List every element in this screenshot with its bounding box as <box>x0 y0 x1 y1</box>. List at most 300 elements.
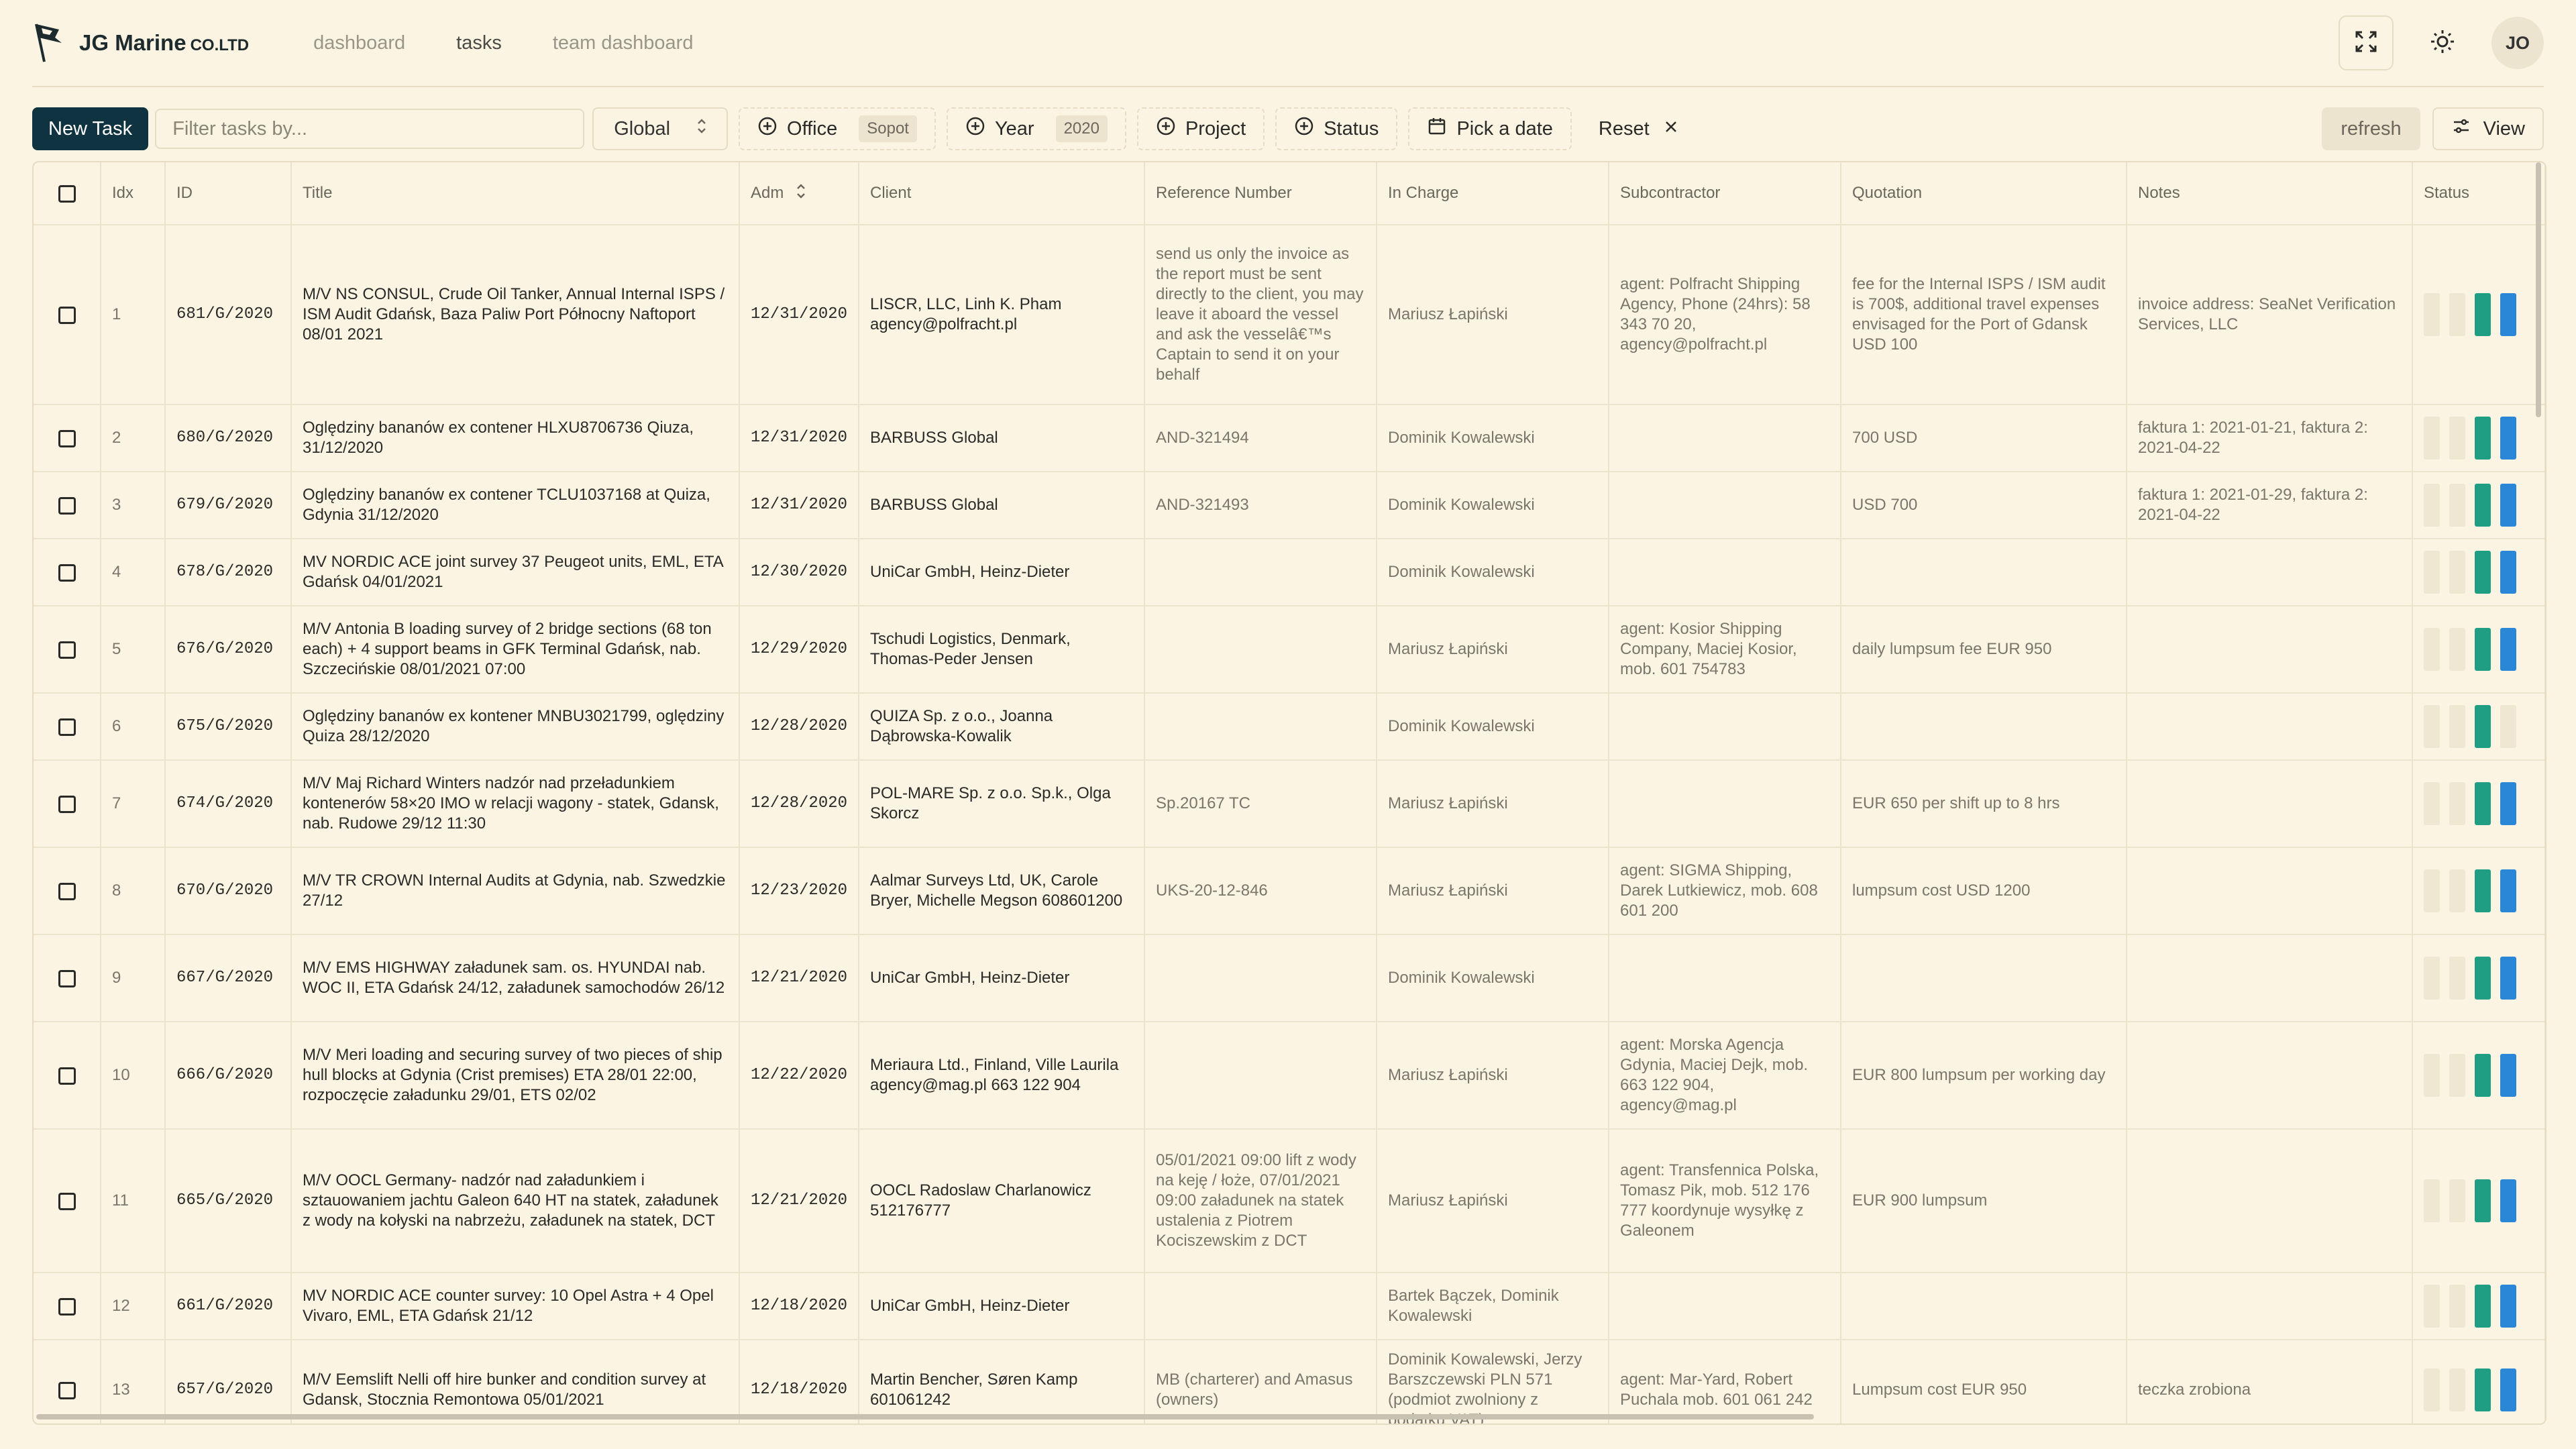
view-label: View <box>2483 117 2525 140</box>
row-id: 670/G/2020 <box>165 847 291 934</box>
row-quotation: USD 700 <box>1841 472 2127 539</box>
row-subcontractor <box>1609 760 1841 847</box>
fullscreen-button[interactable] <box>2339 15 2394 70</box>
row-select-checkbox[interactable] <box>58 307 76 324</box>
row-title: MV NORDIC ACE joint survey 37 Peugeot units, EML, ETA Gdańsk 04/01/2021 <box>291 539 739 606</box>
reset-filters-button[interactable] <box>1582 109 1695 149</box>
status-indicator[interactable] <box>2424 782 2534 825</box>
row-reference: 05/01/2021 09:00 lift z wody na keję / łoże, 07/01/2021 09:00 załadunek na statek ustalenia z Piotrem Kociszewskim z DCT <box>1144 1129 1377 1273</box>
row-reference: AND-321494 <box>1144 405 1377 472</box>
row-select-cell <box>34 606 101 693</box>
status-indicator[interactable] <box>2424 417 2534 460</box>
status-step-3 <box>2475 1368 2491 1411</box>
row-idx: 2 <box>101 405 165 472</box>
row-in-charge: Mariusz Łapiński <box>1377 760 1609 847</box>
brand[interactable] <box>32 20 249 66</box>
status-step-3 <box>2475 628 2491 671</box>
row-idx: 4 <box>101 539 165 606</box>
expand-icon <box>2354 30 2378 57</box>
row-adm: 12/18/2020 <box>739 1340 859 1425</box>
status-indicator[interactable] <box>2424 1285 2534 1328</box>
task-toolbar <box>32 107 2544 150</box>
main-nav <box>313 32 693 54</box>
user-avatar[interactable]: JO <box>2491 17 2544 69</box>
status-step-1 <box>2424 293 2440 336</box>
row-reference: AND-321493 <box>1144 472 1377 539</box>
status-indicator[interactable] <box>2424 1368 2534 1411</box>
row-select-cell <box>34 1273 101 1340</box>
row-client: Martin Bencher, Søren Kamp 601061242 <box>859 1340 1144 1425</box>
row-select-checkbox[interactable] <box>58 1067 76 1085</box>
flag-logo-icon <box>32 20 64 66</box>
date-picker-label: Pick a date <box>1456 117 1553 140</box>
row-client: Meriaura Ltd., Finland, Ville Laurila agency@mag.pl 663 122 904 <box>859 1022 1144 1129</box>
row-id: 667/G/2020 <box>165 934 291 1022</box>
vertical-scrollbar[interactable] <box>2536 162 2541 417</box>
row-quotation: lumpsum cost USD 1200 <box>1841 847 2127 934</box>
row-notes <box>2127 539 2412 606</box>
table-row[interactable] <box>34 405 2545 472</box>
year-filter-label: Year <box>994 117 1034 140</box>
table-header-row <box>34 162 2545 225</box>
table-row[interactable] <box>34 1273 2545 1340</box>
status-step-2 <box>2449 551 2465 594</box>
project-filter-button[interactable] <box>1137 107 1265 150</box>
row-select-cell <box>34 1022 101 1129</box>
status-step-3 <box>2475 705 2491 748</box>
row-idx: 10 <box>101 1022 165 1129</box>
filter-tasks-input[interactable] <box>155 109 584 149</box>
row-idx: 12 <box>101 1273 165 1340</box>
row-title: M/V Eemslift Nelli off hire bunker and condition survey at Gdansk, Stocznia Remontowa 05/01/2021 <box>291 1340 739 1425</box>
row-in-charge: Dominik Kowalewski, Jerzy Barszczewski PLN 571 (podmiot zwolniony z <box>1377 1340 1609 1425</box>
row-subcontractor: agent: SIGMA Shipping, Darek Lutkiewicz, mob. 608 601 200 <box>1609 847 1841 934</box>
select-all-cell <box>34 162 101 225</box>
table-row[interactable] <box>34 539 2545 606</box>
col-status[interactable]: Status <box>2412 162 2545 225</box>
table-row[interactable] <box>34 1022 2545 1129</box>
status-step-4 <box>2500 628 2516 671</box>
row-select-cell <box>34 693 101 760</box>
row-status <box>2412 693 2545 760</box>
status-step-3 <box>2475 293 2491 336</box>
col-id[interactable]: ID <box>165 162 291 225</box>
status-step-2 <box>2449 293 2465 336</box>
row-idx: 9 <box>101 934 165 1022</box>
row-select-checkbox[interactable] <box>58 564 76 582</box>
row-reference: Sp.20167 TC <box>1144 760 1377 847</box>
table-row[interactable] <box>34 606 2545 693</box>
top-header <box>32 0 2544 87</box>
status-indicator[interactable] <box>2424 1179 2534 1222</box>
row-select-cell <box>34 405 101 472</box>
row-reference <box>1144 539 1377 606</box>
nav-tasks[interactable]: tasks <box>456 32 502 54</box>
sliders-icon <box>2451 116 2471 142</box>
row-notes: faktura 1: 2021-01-29, faktura 2: 2021-04-22 <box>2127 472 2412 539</box>
status-step-3 <box>2475 1054 2491 1097</box>
status-step-3 <box>2475 1179 2491 1222</box>
row-notes <box>2127 1129 2412 1273</box>
table-row[interactable] <box>34 934 2545 1022</box>
status-indicator[interactable] <box>2424 705 2534 748</box>
status-step-4 <box>2500 484 2516 527</box>
col-title[interactable]: Title <box>291 162 739 225</box>
plus-circle-icon <box>1294 116 1314 142</box>
row-idx: 7 <box>101 760 165 847</box>
row-title: M/V TR CROWN Internal Audits at Gdynia, nab. Szwedzkie 27/12 <box>291 847 739 934</box>
status-step-3 <box>2475 1285 2491 1328</box>
brand-suffix: CO.LTD <box>190 36 250 54</box>
row-reference <box>1144 1022 1377 1129</box>
row-adm: 12/28/2020 <box>739 693 859 760</box>
col-adm-label: Adm <box>751 183 784 202</box>
row-title: M/V OOCL Germany- nadzór nad załadunkiem i sztauowaniem jachtu Galeon 640 HT na statek, załadunek z wody na kołyski na nabrzeżu, załadunek na statek, DCT <box>291 1129 739 1273</box>
row-status <box>2412 1129 2545 1273</box>
row-subcontractor <box>1609 1273 1841 1340</box>
row-reference <box>1144 606 1377 693</box>
status-indicator[interactable] <box>2424 957 2534 1000</box>
project-filter-label: Project <box>1185 117 1246 140</box>
row-status <box>2412 225 2545 405</box>
row-select-checkbox[interactable] <box>58 883 76 900</box>
row-subcontractor: agent: Mar-Yard, Robert Puchala mob. 601 061 242 <box>1609 1340 1841 1425</box>
row-id: 657/G/2020 <box>165 1340 291 1425</box>
brand-name <box>79 30 249 56</box>
row-notes <box>2127 1022 2412 1129</box>
row-client: OOCL Radoslaw Charlanowicz 512176777 <box>859 1129 1144 1273</box>
row-status <box>2412 539 2545 606</box>
row-quotation <box>1841 934 2127 1022</box>
row-reference <box>1144 1273 1377 1340</box>
row-title: M/V Meri loading and securing survey of two pieces of ship hull blocks at Gdynia (Crist premises) ETA 28/01 22:00, rozpoczęcie załadunku 29/01, ETS 02/02 <box>291 1022 739 1129</box>
col-reference[interactable]: Reference Number <box>1144 162 1377 225</box>
row-id: 680/G/2020 <box>165 405 291 472</box>
row-client: BARBUSS Global <box>859 472 1144 539</box>
row-status <box>2412 934 2545 1022</box>
status-step-4 <box>2500 1285 2516 1328</box>
row-id: 678/G/2020 <box>165 539 291 606</box>
status-step-1 <box>2424 957 2440 1000</box>
row-status <box>2412 760 2545 847</box>
row-in-charge: Dominik Kowalewski <box>1377 472 1609 539</box>
row-select-checkbox[interactable] <box>58 1382 76 1399</box>
status-step-2 <box>2449 628 2465 671</box>
row-idx: 3 <box>101 472 165 539</box>
row-reference: MB (charterer) and Amasus (owners) <box>1144 1340 1377 1425</box>
row-quotation: 700 USD <box>1841 405 2127 472</box>
table-row[interactable] <box>34 1129 2545 1273</box>
new-task-button[interactable]: New Task <box>32 107 148 150</box>
status-filter-label: Status <box>1324 117 1379 140</box>
status-step-1 <box>2424 1179 2440 1222</box>
row-in-charge: Dominik Kowalewski <box>1377 405 1609 472</box>
row-in-charge: Bartek Bączek, Dominik Kowalewski <box>1377 1273 1609 1340</box>
office-filter-label: Office <box>787 117 838 140</box>
row-client: UniCar GmbH, Heinz-Dieter <box>859 539 1144 606</box>
status-step-1 <box>2424 417 2440 460</box>
plus-circle-icon <box>965 116 985 142</box>
row-select-cell <box>34 760 101 847</box>
row-subcontractor <box>1609 472 1841 539</box>
col-adm[interactable] <box>739 162 859 225</box>
status-step-2 <box>2449 417 2465 460</box>
status-step-2 <box>2449 705 2465 748</box>
sort-icon <box>796 182 806 205</box>
status-step-1 <box>2424 1368 2440 1411</box>
row-adm: 12/31/2020 <box>739 472 859 539</box>
row-title: M/V NS CONSUL, Crude Oil Tanker, Annual Internal ISPS / ISM Audit Gdańsk, Baza Paliw Port Północny Naftoport 08/01 2021 <box>291 225 739 405</box>
status-step-3 <box>2475 484 2491 527</box>
row-subcontractor <box>1609 693 1841 760</box>
nav-dashboard[interactable]: dashboard <box>313 32 406 54</box>
row-select-checkbox[interactable] <box>58 796 76 813</box>
year-filter-badge: 2020 <box>1056 115 1108 142</box>
row-quotation: EUR 800 lumpsum per working day <box>1841 1022 2127 1129</box>
row-client: QUIZA Sp. z o.o., Joanna Dąbrowska-Kowalik <box>859 693 1144 760</box>
row-select-cell <box>34 1340 101 1425</box>
row-subcontractor: agent: Polfracht Shipping Agency, Phone (24hrs): 58 343 70 20, agency@polfracht.pl <box>1609 225 1841 405</box>
row-adm: 12/29/2020 <box>739 606 859 693</box>
status-step-1 <box>2424 1054 2440 1097</box>
row-in-charge: Mariusz Łapiński <box>1377 225 1609 405</box>
row-idx: 8 <box>101 847 165 934</box>
row-subcontractor <box>1609 539 1841 606</box>
row-in-charge: Mariusz Łapiński <box>1377 606 1609 693</box>
row-status <box>2412 1273 2545 1340</box>
row-idx: 13 <box>101 1340 165 1425</box>
plus-circle-icon <box>757 116 777 142</box>
row-in-charge: Mariusz Łapiński <box>1377 1022 1609 1129</box>
row-in-charge: Dominik Kowalewski <box>1377 539 1609 606</box>
row-title: Oględziny bananów ex contener HLXU8706736 Qiuza, 31/12/2020 <box>291 405 739 472</box>
sun-icon <box>2429 28 2456 58</box>
tasks-table-container[interactable] <box>32 161 2546 1425</box>
row-status <box>2412 472 2545 539</box>
tasks-table <box>34 162 2546 1425</box>
row-client: Aalmar Surveys Ltd, UK, Carole Bryer, Michelle Megson 608601200 <box>859 847 1144 934</box>
theme-toggle-button[interactable] <box>2416 17 2469 69</box>
row-select-checkbox[interactable] <box>58 718 76 736</box>
row-id: 674/G/2020 <box>165 760 291 847</box>
status-step-3 <box>2475 869 2491 912</box>
office-filter-badge: Sopot <box>859 115 917 142</box>
row-subcontractor: agent: Kosior Shipping Company, Maciej Kosior, mob. 601 754783 <box>1609 606 1841 693</box>
row-id: 676/G/2020 <box>165 606 291 693</box>
status-indicator[interactable] <box>2424 628 2534 671</box>
header-actions <box>2339 15 2544 70</box>
plus-circle-icon <box>1156 116 1176 142</box>
status-indicator[interactable] <box>2424 551 2534 594</box>
row-status <box>2412 1022 2545 1129</box>
row-id: 665/G/2020 <box>165 1129 291 1273</box>
row-select-checkbox[interactable] <box>58 1298 76 1316</box>
horizontal-scrollbar[interactable] <box>36 1414 1814 1419</box>
status-step-2 <box>2449 1285 2465 1328</box>
status-step-4 <box>2500 1368 2516 1411</box>
row-in-charge: Mariusz Łapiński <box>1377 847 1609 934</box>
view-options-button[interactable] <box>2432 107 2544 150</box>
row-quotation: EUR 900 lumpsum <box>1841 1129 2127 1273</box>
table-row[interactable] <box>34 760 2545 847</box>
col-subcontractor[interactable]: Subcontractor <box>1609 162 1841 225</box>
row-reference: UKS-20-12-846 <box>1144 847 1377 934</box>
row-adm: 12/31/2020 <box>739 225 859 405</box>
row-id: 661/G/2020 <box>165 1273 291 1340</box>
row-adm: 12/30/2020 <box>739 539 859 606</box>
status-step-4 <box>2500 417 2516 460</box>
table-row[interactable] <box>34 847 2545 934</box>
status-step-2 <box>2449 782 2465 825</box>
row-in-charge: Dominik Kowalewski <box>1377 693 1609 760</box>
status-filter-button[interactable] <box>1275 107 1397 150</box>
row-adm: 12/23/2020 <box>739 847 859 934</box>
col-notes[interactable]: Notes <box>2127 162 2412 225</box>
status-step-4 <box>2500 869 2516 912</box>
row-notes <box>2127 847 2412 934</box>
row-client: LISCR, LLC, Linh K. Pham agency@polfracht.pl <box>859 225 1144 405</box>
status-indicator[interactable] <box>2424 1054 2534 1097</box>
scope-select-value: Global <box>614 117 671 140</box>
table-row[interactable] <box>34 1340 2545 1425</box>
row-quotation <box>1841 539 2127 606</box>
status-step-2 <box>2449 957 2465 1000</box>
status-step-3 <box>2475 782 2491 825</box>
status-step-1 <box>2424 551 2440 594</box>
row-client: UniCar GmbH, Heinz-Dieter <box>859 934 1144 1022</box>
year-filter-button[interactable] <box>947 107 1126 150</box>
row-adm: 12/28/2020 <box>739 760 859 847</box>
select-all-checkbox[interactable] <box>58 185 76 203</box>
row-in-charge: Mariusz Łapiński <box>1377 1129 1609 1273</box>
reset-label: Reset <box>1598 117 1650 140</box>
row-reference <box>1144 934 1377 1022</box>
row-select-checkbox[interactable] <box>58 641 76 659</box>
col-quotation[interactable]: Quotation <box>1841 162 2127 225</box>
status-step-1 <box>2424 869 2440 912</box>
row-select-cell <box>34 847 101 934</box>
status-step-4 <box>2500 293 2516 336</box>
toolbar-right <box>2322 107 2544 150</box>
col-idx[interactable]: Idx <box>101 162 165 225</box>
row-select-checkbox[interactable] <box>58 970 76 987</box>
status-step-1 <box>2424 484 2440 527</box>
row-notes <box>2127 693 2412 760</box>
row-select-cell <box>34 539 101 606</box>
row-select-checkbox[interactable] <box>58 430 76 447</box>
row-reference <box>1144 693 1377 760</box>
row-title: M/V Antonia B loading survey of 2 bridge sections (68 ton each) + 4 support beams in GFK Terminal Gdańsk, nab. Szczecińskie 08/01/2021 07:00 <box>291 606 739 693</box>
row-notes <box>2127 760 2412 847</box>
row-quotation: daily lumpsum fee EUR 950 <box>1841 606 2127 693</box>
nav-team-dashboard[interactable]: team dashboard <box>552 32 694 54</box>
row-quotation <box>1841 693 2127 760</box>
scope-select[interactable] <box>592 107 728 150</box>
row-select-cell <box>34 934 101 1022</box>
row-adm: 12/18/2020 <box>739 1273 859 1340</box>
status-step-4 <box>2500 1179 2516 1222</box>
row-notes <box>2127 606 2412 693</box>
row-quotation <box>1841 1273 2127 1340</box>
row-subcontractor: agent: Transfennica Polska, Tomasz Pik, mob. 512 176 777 koordynuje wysyłkę z Galeonem <box>1609 1129 1841 1273</box>
row-status <box>2412 847 2545 934</box>
refresh-button[interactable]: refresh <box>2322 107 2420 150</box>
chevron-up-down-icon <box>696 117 708 141</box>
office-filter-button[interactable] <box>739 107 936 150</box>
row-reference: send us only the invoice as the report must be sent directly to the client, you may leave it aboard the vessel and ask the vesselâ€™s Captain to send it on your behalf <box>1144 225 1377 405</box>
close-icon <box>1663 118 1679 140</box>
row-client: BARBUSS Global <box>859 405 1144 472</box>
row-title: MV NORDIC ACE counter survey: 10 Opel Astra + 4 Opel Vivaro, EML, ETA Gdańsk 21/12 <box>291 1273 739 1340</box>
row-client: Tschudi Logistics, Denmark, Thomas-Peder Jensen <box>859 606 1144 693</box>
row-adm: 12/22/2020 <box>739 1022 859 1129</box>
status-step-2 <box>2449 1179 2465 1222</box>
calendar-icon <box>1427 116 1447 142</box>
status-step-4 <box>2500 782 2516 825</box>
row-client: UniCar GmbH, Heinz-Dieter <box>859 1273 1144 1340</box>
row-notes: invoice address: SeaNet Verification Services, LLC <box>2127 225 2412 405</box>
status-step-1 <box>2424 782 2440 825</box>
row-in-charge: Dominik Kowalewski <box>1377 934 1609 1022</box>
status-step-1 <box>2424 1285 2440 1328</box>
row-id: 675/G/2020 <box>165 693 291 760</box>
row-subcontractor <box>1609 405 1841 472</box>
row-id: 666/G/2020 <box>165 1022 291 1129</box>
status-step-3 <box>2475 417 2491 460</box>
col-client[interactable]: Client <box>859 162 1144 225</box>
status-step-3 <box>2475 551 2491 594</box>
row-notes <box>2127 1273 2412 1340</box>
table-row[interactable] <box>34 693 2545 760</box>
row-title: Oględziny bananów ex kontener MNBU3021799, oględziny Quiza 28/12/2020 <box>291 693 739 760</box>
row-select-checkbox[interactable] <box>58 497 76 515</box>
row-select-cell <box>34 225 101 405</box>
row-quotation: EUR 650 per shift up to 8 hrs <box>1841 760 2127 847</box>
row-id: 681/G/2020 <box>165 225 291 405</box>
row-adm: 12/21/2020 <box>739 1129 859 1273</box>
table-row[interactable] <box>34 472 2545 539</box>
status-step-3 <box>2475 957 2491 1000</box>
row-select-checkbox[interactable] <box>58 1193 76 1210</box>
row-title: M/V EMS HIGHWAY załadunek sam. os. HYUNDAI nab. WOC II, ETA Gdańsk 24/12, załadunek samochodów 26/12 <box>291 934 739 1022</box>
row-adm: 12/21/2020 <box>739 934 859 1022</box>
tasks-table-body <box>34 225 2545 1425</box>
row-subcontractor <box>1609 934 1841 1022</box>
row-adm: 12/31/2020 <box>739 405 859 472</box>
status-step-2 <box>2449 869 2465 912</box>
date-picker-button[interactable] <box>1408 107 1571 150</box>
status-step-4 <box>2500 1054 2516 1097</box>
row-id: 679/G/2020 <box>165 472 291 539</box>
status-indicator[interactable] <box>2424 869 2534 912</box>
status-step-1 <box>2424 705 2440 748</box>
row-status <box>2412 1340 2545 1425</box>
brand-main: JG Marine <box>79 30 186 55</box>
row-quotation: fee for the Internal ISPS / ISM audit is 700$, additional travel expenses envisaged for the Port of Gdansk USD 100 <box>1841 225 2127 405</box>
status-indicator[interactable] <box>2424 293 2534 336</box>
row-select-cell <box>34 472 101 539</box>
row-notes <box>2127 934 2412 1022</box>
table-row[interactable] <box>34 225 2545 405</box>
row-notes: teczka zrobiona <box>2127 1340 2412 1425</box>
status-indicator[interactable] <box>2424 484 2534 527</box>
status-step-4 <box>2500 957 2516 1000</box>
row-idx: 5 <box>101 606 165 693</box>
row-status <box>2412 606 2545 693</box>
row-idx: 11 <box>101 1129 165 1273</box>
col-in-charge[interactable]: In Charge <box>1377 162 1609 225</box>
row-status <box>2412 405 2545 472</box>
